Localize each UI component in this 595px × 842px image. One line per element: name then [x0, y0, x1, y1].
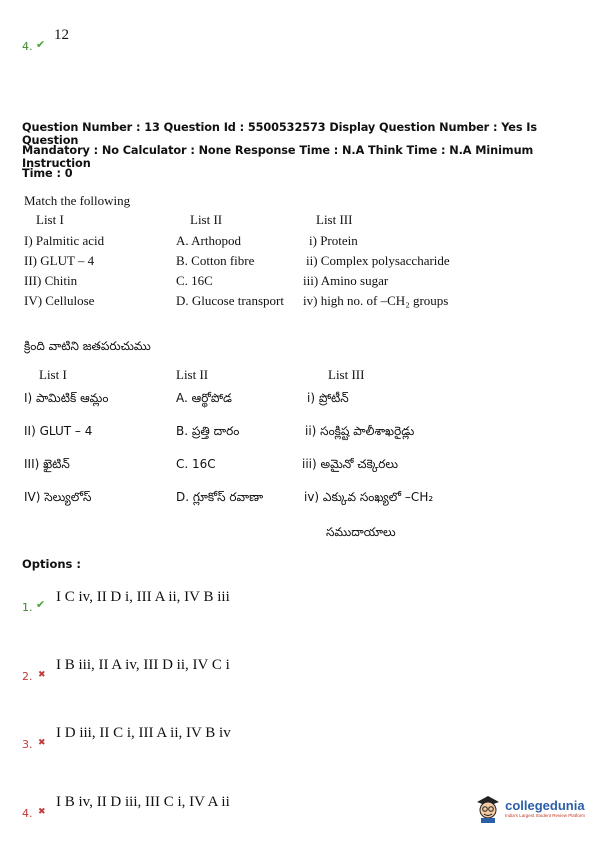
- prev-answer-value: 12: [54, 27, 69, 43]
- telugu-header-list1: List I: [39, 367, 67, 382]
- telugu-row2-col1: II) GLUT – 4: [24, 424, 93, 438]
- check-icon: ✔: [36, 598, 46, 611]
- english-row1-col1: I) Palmitic acid: [24, 233, 105, 248]
- telugu-header-list3: List III: [328, 367, 365, 382]
- prev-answer-number: 4.: [22, 40, 33, 53]
- english-row2-col3: ii) Complex polysaccharide: [306, 253, 450, 268]
- question-meta-line-2: Mandatory : No Calculator : None Response Time : N.A Think Time : N.A Minimum Instruction: [22, 144, 534, 170]
- english-row4-col3: iv) high no. of –CH₂ groups: [303, 293, 449, 308]
- english-row1-col2: A. Arthopod: [176, 233, 241, 248]
- telugu-header-list2: List II: [176, 367, 209, 382]
- option-3-text: I D iii, II C i, III A ii, IV B iv: [56, 725, 231, 741]
- english-row1-col3: i) Protein: [309, 233, 358, 248]
- telugu-row2-col3: ii) సంక్లిష్ట పాలీశాఖరైడ్లు: [305, 424, 415, 438]
- telugu-row3-col2: C. 16C: [176, 457, 216, 471]
- english-header-list3: List III: [316, 212, 353, 227]
- option-4-text: I B iv, II D iii, III C i, IV A ii: [56, 794, 230, 810]
- option-3-number: 3.: [22, 738, 33, 751]
- english-row3-col3: iii) Amino sugar: [303, 273, 389, 288]
- english-row3-col1: III) Chitin: [24, 273, 78, 288]
- telugu-row4-col3-cont: సముదాయాలు: [326, 525, 396, 539]
- english-row2-col2: B. Cotton fibre: [176, 253, 255, 268]
- question-meta-line-1: Question Number : 13 Question Id : 5500532573 Display Question Number : Yes Is Question: [22, 121, 538, 147]
- english-row4-col2: D. Glucose transport: [176, 293, 284, 308]
- option-1-number: 1.: [22, 601, 33, 614]
- option-2-text: I B iii, II A iv, III D ii, IV C i: [56, 657, 230, 673]
- telugu-row1-col2: A. ఆర్థోపోడ: [176, 391, 232, 405]
- question-meta-line-3: Time : 0: [22, 167, 73, 180]
- telugu-row4-col3: iv) ఎక్కువ సంఖ్యలో –CH₂: [304, 490, 434, 504]
- telugu-row4-col1: IV) సెల్యులోస్: [24, 490, 92, 504]
- telugu-heading: క్రింది వాటిని జతపరుచుము: [24, 339, 151, 353]
- check-icon: ✔: [36, 38, 46, 51]
- english-header-list2: List II: [190, 212, 223, 227]
- telugu-row1-col3: i) ప్రోటీన్: [307, 391, 349, 405]
- cross-icon: ✖: [38, 738, 46, 748]
- cross-icon: ✖: [38, 670, 46, 680]
- telugu-row1-col1: I) పామిటిక్ ఆమ్లం: [24, 391, 109, 405]
- english-header-list1: List I: [36, 212, 64, 227]
- mascot-icon: [474, 793, 502, 823]
- english-heading: Match the following: [24, 193, 131, 208]
- english-row3-col2: C. 16C: [176, 273, 213, 288]
- telugu-row3-col1: III) ఖైటిన్: [24, 457, 70, 471]
- options-label: Options :: [22, 557, 81, 571]
- option-4-number: 4.: [22, 807, 33, 820]
- telugu-row3-col3: iii) అమైనో చక్కెరలు: [302, 457, 399, 471]
- option-1-text: I C iv, II D i, III A ii, IV B iii: [56, 589, 230, 605]
- english-row4-col1: IV) Cellulose: [24, 293, 95, 308]
- option-2-number: 2.: [22, 670, 33, 683]
- telugu-row4-col2: D. గ్లూకోస్ రవాణా: [176, 490, 264, 504]
- cross-icon: ✖: [38, 807, 46, 817]
- logo-subtitle: India's Largest Student Review Platform: [505, 813, 585, 818]
- collegedunia-logo: [474, 793, 585, 823]
- english-row2-col1: II) GLUT – 4: [24, 253, 95, 268]
- telugu-row2-col2: B. ప్రత్తి దారం: [176, 424, 240, 438]
- logo-title: collegedunia: [505, 798, 585, 813]
